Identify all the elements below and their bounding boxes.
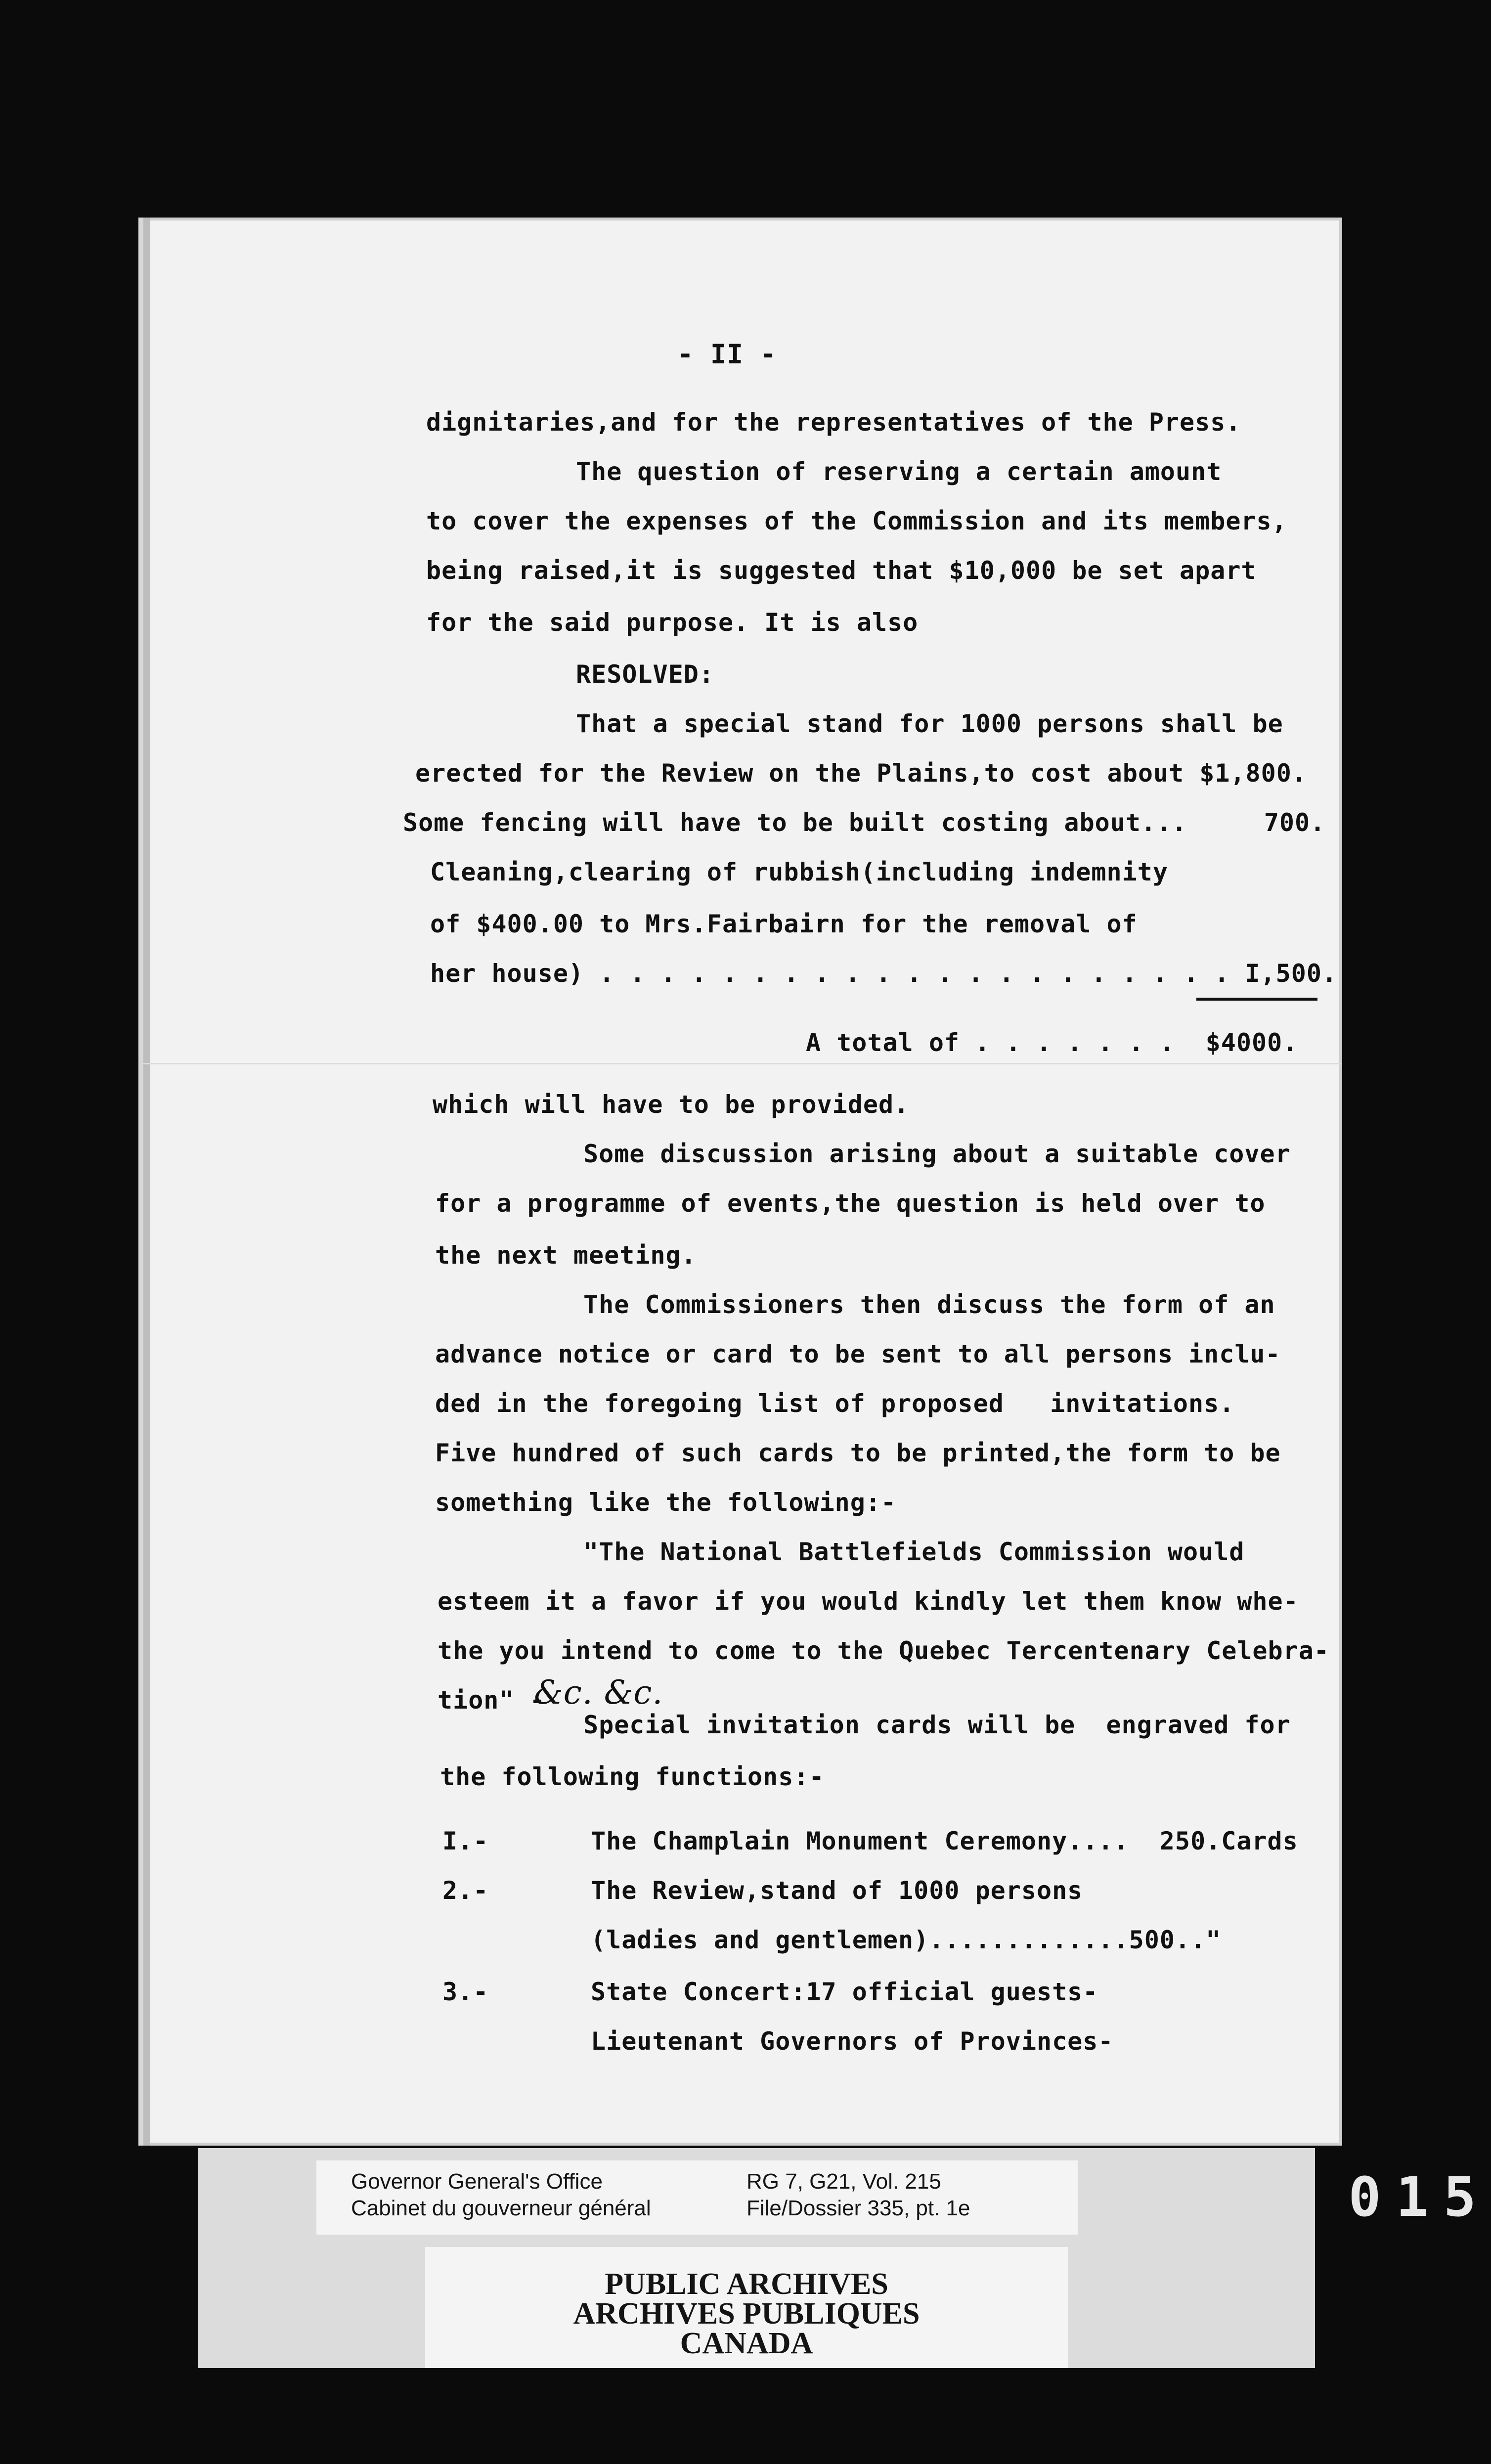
text-line: the you intend to come to the Quebec Tercentenary Celebra- <box>438 1636 1329 1665</box>
text-line: something like the following:- <box>435 1488 897 1517</box>
resolved-heading: RESOLVED: <box>576 660 714 689</box>
archive-label-strip <box>198 2148 1315 2368</box>
text-line: her house) . . . . . . . . . . . . . . . . . . . . . I,500. <box>430 959 1338 988</box>
text-line: Cleaning,clearing of rubbish(including indemnity <box>430 858 1168 886</box>
text-line: Some fencing will have to be built costing about... 700. <box>403 808 1326 837</box>
page-number: - II - <box>677 339 777 370</box>
text-line: to cover the expenses of the Commission and its members, <box>426 507 1287 535</box>
archives-country: CANADA <box>680 2327 813 2360</box>
text-line: "The National Battlefields Commission would <box>583 1538 1245 1566</box>
text-line: ded in the foregoing list of proposed invitations. <box>435 1389 1235 1418</box>
page-edge <box>143 218 150 2146</box>
file-reference: File/Dossier 335, pt. 1e <box>746 2196 970 2220</box>
document-page <box>143 218 1342 2146</box>
list-text: The Review,stand of 1000 persons <box>591 1876 1083 1905</box>
office-fr: Cabinet du gouverneur général <box>351 2196 651 2220</box>
text-line: which will have to be provided. <box>433 1090 910 1119</box>
text-line: Some discussion arising about a suitable cover <box>583 1140 1291 1168</box>
sum-rule <box>1196 998 1317 1001</box>
text-line: of $400.00 to Mrs.Fairbairn for the removal of <box>430 910 1138 938</box>
text-line: erected for the Review on the Plains,to cost about $1,800. <box>415 759 1307 788</box>
archives-fr: ARCHIVES PUBLIQUES <box>573 2297 920 2331</box>
text-line: advance notice or card to be sent to all persons inclu- <box>435 1340 1281 1368</box>
text-line: for a programme of events,the question is held over to <box>435 1189 1266 1218</box>
list-number: 2.- <box>442 1876 489 1905</box>
text-line: The question of reserving a certain amount <box>576 457 1222 486</box>
public-archives-stamp <box>425 2247 1068 2368</box>
record-group: RG 7, G21, Vol. 215 <box>746 2169 941 2194</box>
list-text: The Champlain Monument Ceremony.... 250.Cards <box>591 1827 1298 1855</box>
archive-reference-card <box>316 2160 1078 2235</box>
list-number: I.- <box>442 1827 489 1855</box>
list-text: State Concert:17 official guests- <box>591 1978 1098 2006</box>
text-line: for the said purpose. It is also <box>426 608 919 637</box>
list-text: Lieutenant Governors of Provinces- <box>591 2027 1114 2056</box>
text-line: That a special stand for 1000 persons shall be <box>576 709 1283 738</box>
text-line: the next meeting. <box>435 1241 697 1270</box>
text-line: Five hundred of such cards to be printed,the form to be <box>435 1439 1281 1467</box>
page-fold <box>143 1063 1342 1064</box>
office-en: Governor General's Office <box>351 2169 603 2194</box>
text-line: being raised,it is suggested that $10,000 be set apart <box>426 556 1257 585</box>
text-line: esteem it a favor if you would kindly let them know whe- <box>438 1587 1299 1616</box>
text-line: the following functions:- <box>440 1762 825 1791</box>
text-line: tion" - <box>438 1686 545 1715</box>
text-line: Special invitation cards will be engraved for <box>583 1711 1291 1739</box>
text-line: dignitaries,and for the representatives of the Press. <box>426 408 1241 437</box>
archives-en: PUBLIC ARCHIVES <box>605 2267 888 2301</box>
list-number: 3.- <box>442 1978 489 2006</box>
text-line: The Commissioners then discuss the form of an <box>583 1290 1275 1319</box>
microfilm-frame-number: 015 <box>1348 2165 1491 2229</box>
list-text: (ladies and gentlemen).............500.." <box>591 1926 1222 1954</box>
handwritten-annotation: &c. &c. <box>534 1673 663 1712</box>
total-line: A total of . . . . . . . $4000. <box>806 1028 1298 1057</box>
